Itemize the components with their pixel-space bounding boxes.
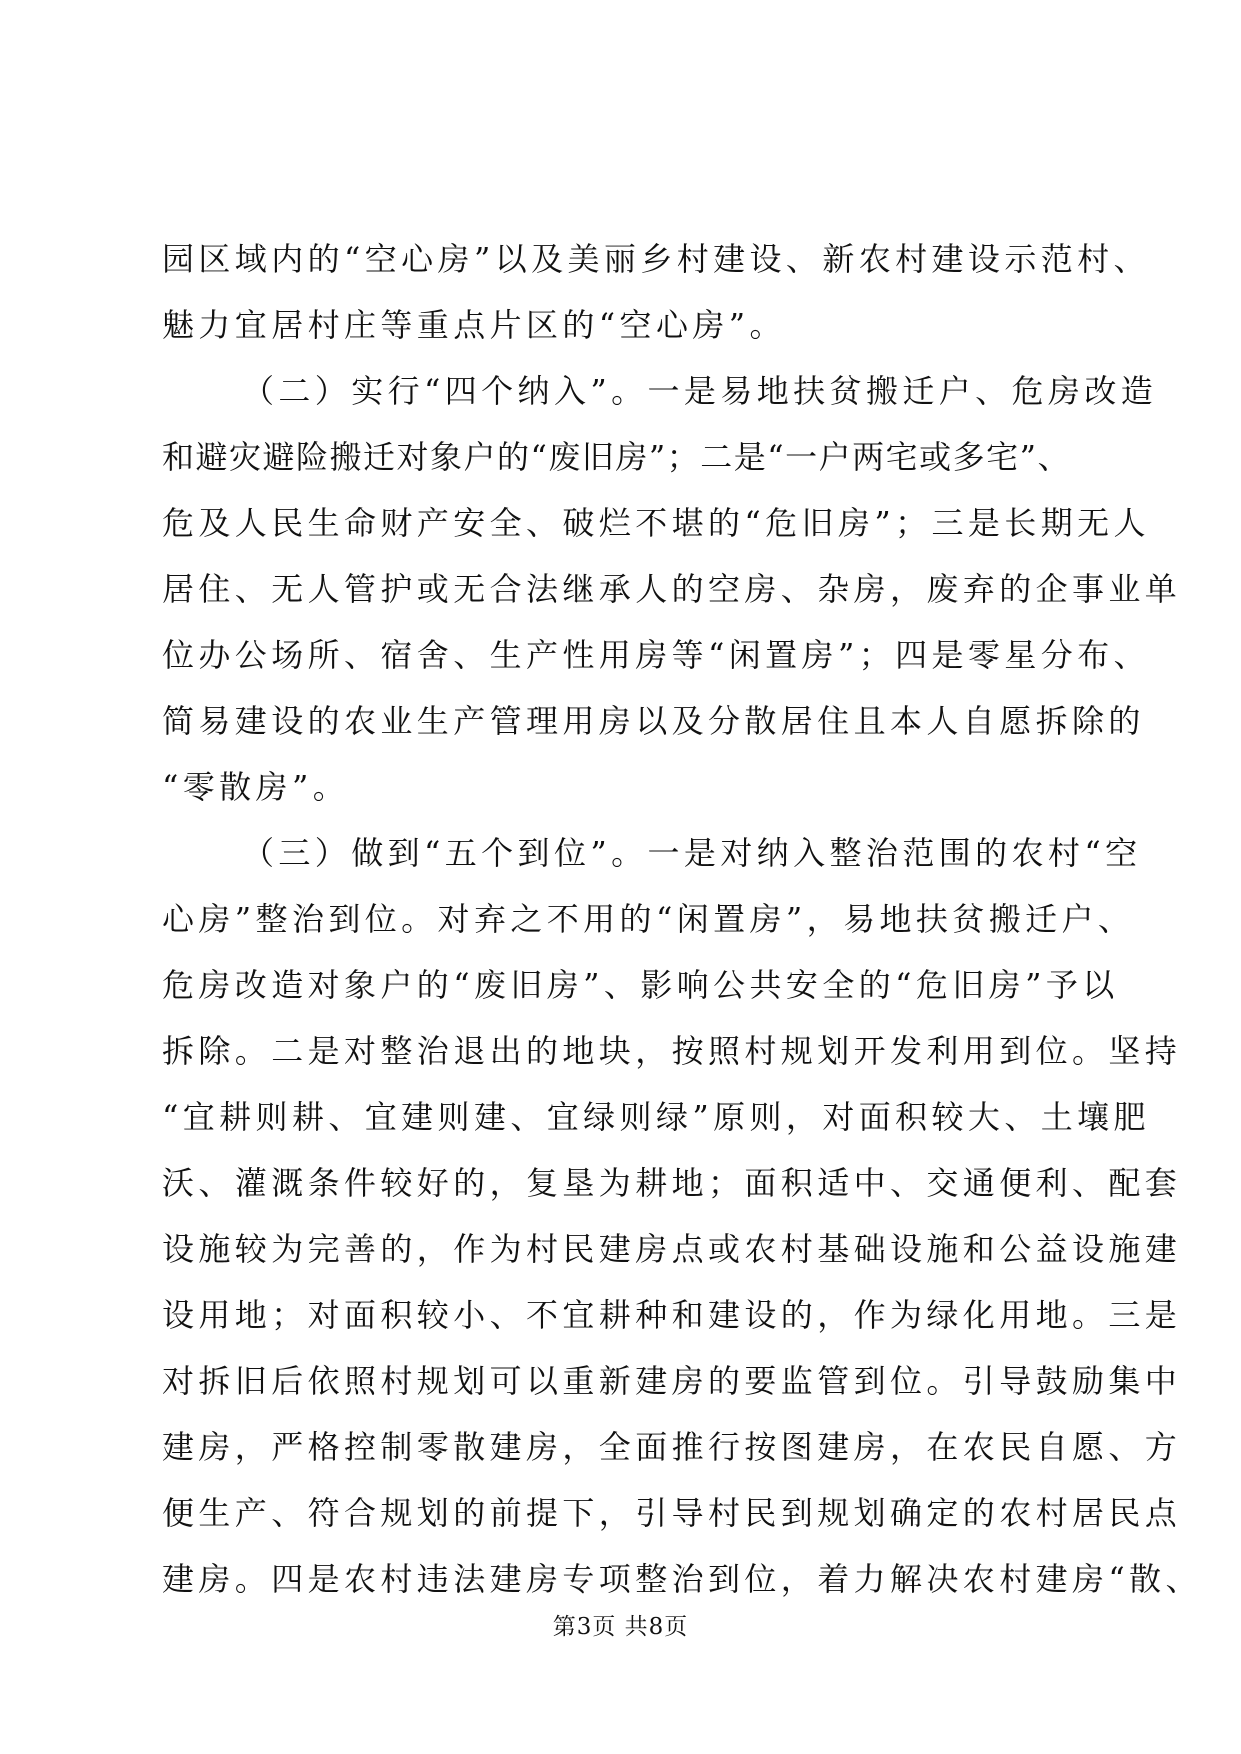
text-line: 危房改造对象户的“废旧房”、影响公共安全的“危旧房”予以 — [162, 966, 1119, 1004]
text-line: 建房。四是农村违法建房专项整治到位，着力解决农村建房“散、 — [162, 1560, 1202, 1598]
text-line: 居住、无人管护或无合法继承人的空房、杂房，废弃的企事业单 — [162, 570, 1182, 608]
text-line: 对拆旧后依照村规划可以重新建房的要监管到位。引导鼓励集中 — [162, 1362, 1182, 1400]
text-line: 危及人民生命财产安全、破烂不堪的“危旧房”；三是长期无人 — [162, 504, 1150, 542]
text-line: 设用地；对面积较小、不宜耕种和建设的，作为绿化用地。三是 — [162, 1296, 1182, 1334]
body-text — [162, 226, 1202, 1612]
text-line: “零散房”。 — [162, 768, 350, 806]
text-line: 便生产、符合规划的前提下，引导村民到规划确定的农村居民点 — [162, 1494, 1182, 1532]
text-line: 设施较为完善的，作为村民建房点或农村基础设施和公益设施建 — [162, 1230, 1182, 1268]
text-line: 沃、灌溉条件较好的，复垦为耕地；面积适中、交通便利、配套 — [162, 1164, 1182, 1202]
text-line: 简易建设的农业生产管理用房以及分散居住且本人自愿拆除的 — [162, 702, 1145, 740]
paragraph-heading-line: （二）实行“四个纳入”。一是易地扶贫搬迁户、危房改造 — [242, 372, 1158, 410]
text-line: 心房”整治到位。对弃之不用的“闲置房”，易地扶贫搬迁户、 — [162, 900, 1135, 938]
text-line: “宜耕则耕、宜建则建、宜绿则绿”原则，对面积较大、土壤肥 — [162, 1098, 1150, 1136]
text-line: 位办公场所、宿舍、生产性用房等“闲置房”；四是零星分布、 — [162, 636, 1150, 674]
text-line: 建房，严格控制零散建房，全面推行按图建房，在农民自愿、方 — [162, 1428, 1182, 1466]
text-line: 拆除。二是对整治退出的地块，按照村规划开发利用到位。坚持 — [162, 1032, 1182, 1070]
text-line: 园区域内的“空心房”以及美丽乡村建设、新农村建设示范村、 — [162, 240, 1150, 278]
page-number-footer: 第3页 共8页 — [552, 1614, 689, 1640]
paragraph-heading-line: （三）做到“五个到位”。一是对纳入整治范围的农村“空 — [242, 834, 1142, 872]
text-line: 魅力宜居村庄等重点片区的“空心房”。 — [162, 306, 786, 344]
text-line: 和避灾避险搬迁对象户的“废旧房”；二是“一户两宅或多宅”、 — [162, 438, 1071, 476]
